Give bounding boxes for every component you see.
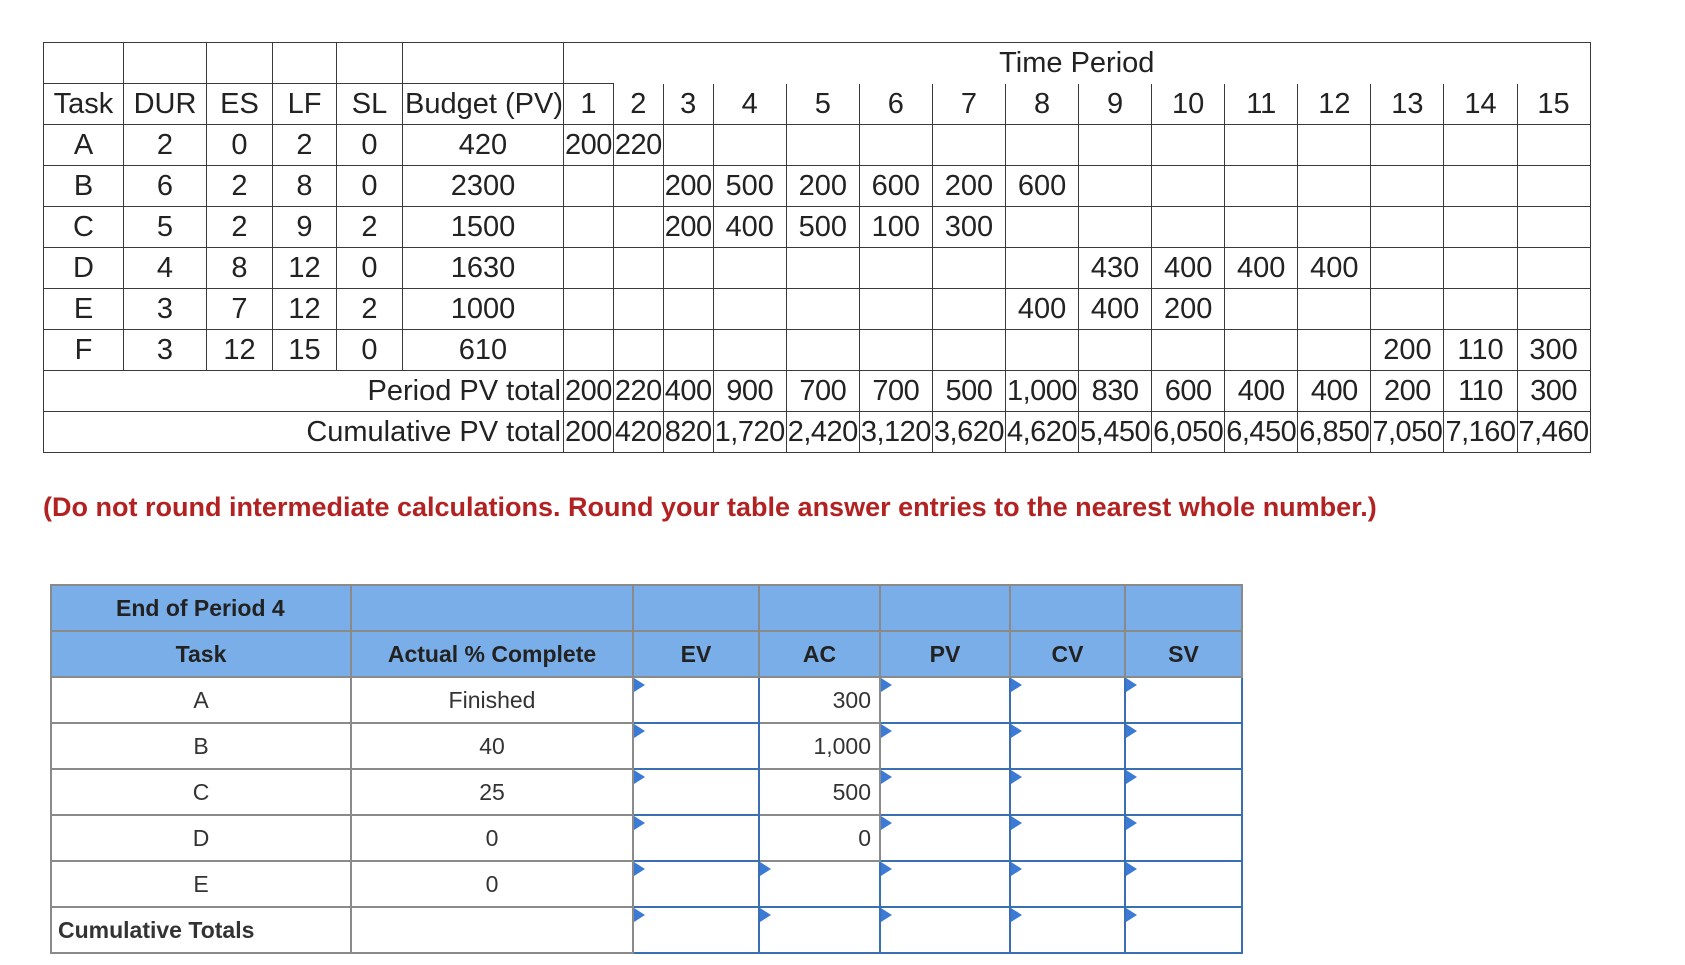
period-total-value: 1,000 [1005, 371, 1078, 412]
input-marker-icon [634, 862, 645, 876]
period-value: 300 [932, 207, 1005, 248]
blank-cell [351, 907, 633, 953]
period-value [1005, 207, 1078, 248]
period-value [663, 330, 713, 371]
period-total-value: 600 [1152, 371, 1225, 412]
task-duration: 3 [124, 289, 207, 330]
pv-input[interactable] [880, 723, 1010, 769]
task-lf: 8 [273, 166, 337, 207]
ac-value: 300 [759, 677, 880, 723]
task-row [44, 207, 1591, 248]
ev-input[interactable] [633, 723, 759, 769]
pv-input[interactable] [880, 769, 1010, 815]
period-value [932, 289, 1005, 330]
task-slack: 2 [337, 289, 403, 330]
pv-input[interactable] [880, 677, 1010, 723]
period-header: 4 [713, 84, 786, 125]
period-value: 400 [1152, 248, 1225, 289]
period-value [1152, 125, 1225, 166]
task-es: 8 [207, 248, 273, 289]
period-value [663, 248, 713, 289]
column-header-row [44, 84, 1591, 125]
sv-input[interactable] [1125, 723, 1242, 769]
period-value [1079, 330, 1152, 371]
ev-input[interactable] [633, 815, 759, 861]
period-header: 5 [786, 84, 859, 125]
sv-input[interactable] [1125, 861, 1242, 907]
period-value: 400 [1298, 248, 1371, 289]
cumulative-total-label: Cumulative PV total [44, 412, 564, 453]
answer-task: D [51, 815, 351, 861]
period-value [1371, 125, 1444, 166]
answer-task: B [51, 723, 351, 769]
cumulative-total-value: 2,420 [786, 412, 859, 453]
answer-row [51, 861, 1242, 907]
period-value [563, 166, 613, 207]
rounding-instruction: (Do not round intermediate calculations. Round your table answer entries to the nearest whole number.) [43, 492, 1377, 522]
period-value [1152, 330, 1225, 371]
blank-header-cell [337, 43, 403, 84]
cumulative-total-value: 820 [663, 412, 713, 453]
period-total-row [44, 371, 1591, 412]
period-total-label: Period PV total [44, 371, 564, 412]
period-header: 15 [1517, 84, 1590, 125]
period-value [563, 207, 613, 248]
task-name: A [44, 125, 124, 166]
period-header: 9 [1079, 84, 1152, 125]
period-value [613, 289, 663, 330]
period-value [1517, 207, 1590, 248]
task-budget: 1000 [403, 289, 564, 330]
input-marker-icon [634, 770, 645, 784]
period-value [713, 289, 786, 330]
pv-input[interactable] [880, 861, 1010, 907]
period-value: 200 [663, 207, 713, 248]
input-marker-icon [1126, 908, 1137, 922]
actual-complete-value: 25 [351, 769, 633, 815]
cv-total-input[interactable] [1010, 907, 1125, 953]
period-value [786, 330, 859, 371]
period-value: 110 [1444, 330, 1517, 371]
period-value [1298, 330, 1371, 371]
sv-input[interactable] [1125, 815, 1242, 861]
period-value: 200 [932, 166, 1005, 207]
task-lf: 9 [273, 207, 337, 248]
ev-total-input[interactable] [633, 907, 759, 953]
input-marker-icon [881, 816, 892, 830]
cumulative-total-value: 3,620 [932, 412, 1005, 453]
task-slack: 0 [337, 125, 403, 166]
period-value [932, 125, 1005, 166]
cumulative-totals-row [51, 907, 1242, 953]
header-lf: LF [273, 84, 337, 125]
period-total-value: 220 [613, 371, 663, 412]
period-value [1298, 289, 1371, 330]
period-value [1225, 289, 1298, 330]
period-value [1517, 289, 1590, 330]
period-total-value: 200 [1371, 371, 1444, 412]
period-header: 13 [1371, 84, 1444, 125]
period-value: 220 [613, 125, 663, 166]
period-value [613, 330, 663, 371]
answer-task: A [51, 677, 351, 723]
input-marker-icon [881, 862, 892, 876]
period-value [663, 125, 713, 166]
period-value [563, 248, 613, 289]
period-value [1225, 330, 1298, 371]
period-value: 400 [713, 207, 786, 248]
period-value [786, 248, 859, 289]
actual-complete-value: 40 [351, 723, 633, 769]
input-marker-icon [1126, 816, 1137, 830]
period-value [1444, 166, 1517, 207]
period-total-value: 500 [932, 371, 1005, 412]
ac-value: 1,000 [759, 723, 880, 769]
cumulative-total-value: 6,050 [1152, 412, 1225, 453]
input-marker-icon [1011, 908, 1022, 922]
period-value [663, 289, 713, 330]
header-sv: SV [1125, 631, 1242, 677]
cumulative-total-value: 1,720 [713, 412, 786, 453]
header-cv: CV [1010, 631, 1125, 677]
period-header: 12 [1298, 84, 1371, 125]
period-total-value: 400 [1298, 371, 1371, 412]
task-budget: 2300 [403, 166, 564, 207]
header-dur: DUR [124, 84, 207, 125]
schedule-table [43, 42, 1591, 453]
header-budget-pv: Budget (PV) [403, 84, 564, 125]
task-lf: 12 [273, 248, 337, 289]
header-sl: SL [337, 84, 403, 125]
pv-total-input[interactable] [880, 907, 1010, 953]
input-marker-icon [1011, 770, 1022, 784]
task-budget: 1500 [403, 207, 564, 248]
pv-input[interactable] [880, 815, 1010, 861]
input-marker-icon [881, 770, 892, 784]
period-value: 430 [1079, 248, 1152, 289]
period-value [1152, 166, 1225, 207]
period-value [1005, 125, 1078, 166]
task-budget: 420 [403, 125, 564, 166]
period-value [1152, 207, 1225, 248]
period-value [1517, 125, 1590, 166]
period-value [613, 248, 663, 289]
task-name: E [44, 289, 124, 330]
cumulative-total-value: 6,450 [1225, 412, 1298, 453]
period-header: 11 [1225, 84, 1298, 125]
cv-input[interactable] [1010, 815, 1125, 861]
period-value [713, 248, 786, 289]
cumulative-total-value: 7,160 [1444, 412, 1517, 453]
period-value [859, 248, 932, 289]
answer-row [51, 769, 1242, 815]
task-duration: 4 [124, 248, 207, 289]
sv-input[interactable] [1125, 769, 1242, 815]
cumulative-total-value: 200 [563, 412, 613, 453]
task-slack: 0 [337, 166, 403, 207]
period-total-value: 110 [1444, 371, 1517, 412]
period-value [1225, 166, 1298, 207]
period-value [1444, 289, 1517, 330]
answer-task: E [51, 861, 351, 907]
answer-row [51, 815, 1242, 861]
period-value [1371, 289, 1444, 330]
task-name: C [44, 207, 124, 248]
task-slack: 0 [337, 248, 403, 289]
period-value [613, 207, 663, 248]
header-actual-complete: Actual % Complete [351, 631, 633, 677]
period-header: 3 [663, 84, 713, 125]
period-value: 200 [1371, 330, 1444, 371]
period-total-value: 700 [786, 371, 859, 412]
ev-input[interactable] [633, 861, 759, 907]
period-header: 7 [932, 84, 1005, 125]
header-task: Task [51, 631, 351, 677]
period-value [1225, 207, 1298, 248]
input-marker-icon [1126, 862, 1137, 876]
task-row [44, 125, 1591, 166]
period-value: 500 [786, 207, 859, 248]
cumulative-total-value: 7,460 [1517, 412, 1590, 453]
input-marker-icon [634, 724, 645, 738]
period-value [713, 125, 786, 166]
period-value [1444, 125, 1517, 166]
task-row [44, 289, 1591, 330]
cv-input[interactable] [1010, 677, 1125, 723]
cumulative-total-row [44, 412, 1591, 453]
answer-table [50, 584, 1243, 954]
period-value [1225, 125, 1298, 166]
ac-value: 0 [759, 815, 880, 861]
ev-input[interactable] [633, 769, 759, 815]
answer-row [51, 677, 1242, 723]
header-es: ES [207, 84, 273, 125]
sv-total-input[interactable] [1125, 907, 1242, 953]
period-total-value: 830 [1079, 371, 1152, 412]
task-duration: 5 [124, 207, 207, 248]
task-name: D [44, 248, 124, 289]
input-marker-icon [634, 816, 645, 830]
period-value [859, 125, 932, 166]
period-value [1444, 207, 1517, 248]
task-lf: 12 [273, 289, 337, 330]
period-total-value: 400 [1225, 371, 1298, 412]
period-value [1005, 248, 1078, 289]
ac-input[interactable] [759, 861, 880, 907]
cumulative-total-value: 3,120 [859, 412, 932, 453]
period-value [932, 330, 1005, 371]
blank-header-cell [273, 43, 337, 84]
input-marker-icon [1126, 770, 1137, 784]
period-value [859, 330, 932, 371]
input-marker-icon [634, 908, 645, 922]
task-es: 0 [207, 125, 273, 166]
task-es: 2 [207, 166, 273, 207]
period-header: 8 [1005, 84, 1078, 125]
period-value [713, 330, 786, 371]
input-marker-icon [881, 678, 892, 692]
period-header: 1 [563, 84, 613, 125]
actual-complete-value: 0 [351, 861, 633, 907]
task-name: F [44, 330, 124, 371]
period-value [1371, 166, 1444, 207]
period-value: 200 [1152, 289, 1225, 330]
task-budget: 1630 [403, 248, 564, 289]
period-value [563, 289, 613, 330]
task-slack: 0 [337, 330, 403, 371]
period-value [563, 330, 613, 371]
period-value [1444, 248, 1517, 289]
period-value: 200 [563, 125, 613, 166]
input-marker-icon [634, 678, 645, 692]
period-value [1517, 166, 1590, 207]
cumulative-total-value: 7,050 [1371, 412, 1444, 453]
task-es: 12 [207, 330, 273, 371]
time-period-row [44, 43, 1591, 84]
task-duration: 2 [124, 125, 207, 166]
task-duration: 6 [124, 166, 207, 207]
period-value: 400 [1005, 289, 1078, 330]
period-value [1298, 166, 1371, 207]
period-value: 100 [859, 207, 932, 248]
answer-task: C [51, 769, 351, 815]
input-marker-icon [760, 862, 771, 876]
period-value [932, 248, 1005, 289]
period-value [1079, 166, 1152, 207]
cumulative-totals-label: Cumulative Totals [51, 907, 351, 953]
task-row [44, 248, 1591, 289]
blank-header-cell [124, 43, 207, 84]
period-value [1079, 207, 1152, 248]
task-row [44, 330, 1591, 371]
task-es: 7 [207, 289, 273, 330]
cv-input[interactable] [1010, 861, 1125, 907]
task-slack: 2 [337, 207, 403, 248]
period-total-value: 700 [859, 371, 932, 412]
ac-value: 500 [759, 769, 880, 815]
answer-row [51, 723, 1242, 769]
period-value [613, 166, 663, 207]
task-row [44, 166, 1591, 207]
cv-input[interactable] [1010, 723, 1125, 769]
period-header: 14 [1444, 84, 1517, 125]
task-lf: 2 [273, 125, 337, 166]
period-total-value: 900 [713, 371, 786, 412]
period-value [1298, 125, 1371, 166]
ac-total-input[interactable] [759, 907, 880, 953]
task-lf: 15 [273, 330, 337, 371]
header-ac: AC [759, 631, 880, 677]
task-name: B [44, 166, 124, 207]
period-value [1371, 207, 1444, 248]
period-header: 10 [1152, 84, 1225, 125]
period-header: 6 [859, 84, 932, 125]
answer-table-title: End of Period 4 [51, 585, 351, 631]
period-value: 600 [1005, 166, 1078, 207]
blank-header-cell [403, 43, 564, 84]
answer-title-row [51, 585, 1242, 631]
cumulative-total-value: 420 [613, 412, 663, 453]
input-marker-icon [1126, 678, 1137, 692]
period-value: 400 [1225, 248, 1298, 289]
period-value: 600 [859, 166, 932, 207]
header-task: Task [44, 84, 124, 125]
period-value: 300 [1517, 330, 1590, 371]
period-value [1005, 330, 1078, 371]
time-period-label: Time Period [563, 43, 1590, 84]
period-value [786, 125, 859, 166]
period-value: 200 [786, 166, 859, 207]
cumulative-total-value: 5,450 [1079, 412, 1152, 453]
input-marker-icon [1011, 816, 1022, 830]
period-value: 500 [713, 166, 786, 207]
blank-header-cell [207, 43, 273, 84]
cumulative-total-value: 6,850 [1298, 412, 1371, 453]
blank-header-cell [44, 43, 124, 84]
cumulative-total-value: 4,620 [1005, 412, 1078, 453]
input-marker-icon [1011, 862, 1022, 876]
task-es: 2 [207, 207, 273, 248]
actual-complete-value: 0 [351, 815, 633, 861]
actual-complete-value: Finished [351, 677, 633, 723]
period-value: 400 [1079, 289, 1152, 330]
period-value [1079, 125, 1152, 166]
header-pv: PV [880, 631, 1010, 677]
cv-input[interactable] [1010, 769, 1125, 815]
period-value: 200 [663, 166, 713, 207]
sv-input[interactable] [1125, 677, 1242, 723]
period-total-value: 300 [1517, 371, 1590, 412]
period-value [786, 289, 859, 330]
period-value [1517, 248, 1590, 289]
input-marker-icon [881, 908, 892, 922]
input-marker-icon [1126, 724, 1137, 738]
input-marker-icon [1011, 678, 1022, 692]
period-value [1298, 207, 1371, 248]
header-ev: EV [633, 631, 759, 677]
period-total-value: 200 [563, 371, 613, 412]
ev-input[interactable] [633, 677, 759, 723]
task-budget: 610 [403, 330, 564, 371]
input-marker-icon [760, 908, 771, 922]
period-value [859, 289, 932, 330]
input-marker-icon [881, 724, 892, 738]
answer-header-row [51, 631, 1242, 677]
period-header: 2 [613, 84, 663, 125]
period-value [1371, 248, 1444, 289]
input-marker-icon [1011, 724, 1022, 738]
task-duration: 3 [124, 330, 207, 371]
period-total-value: 400 [663, 371, 713, 412]
